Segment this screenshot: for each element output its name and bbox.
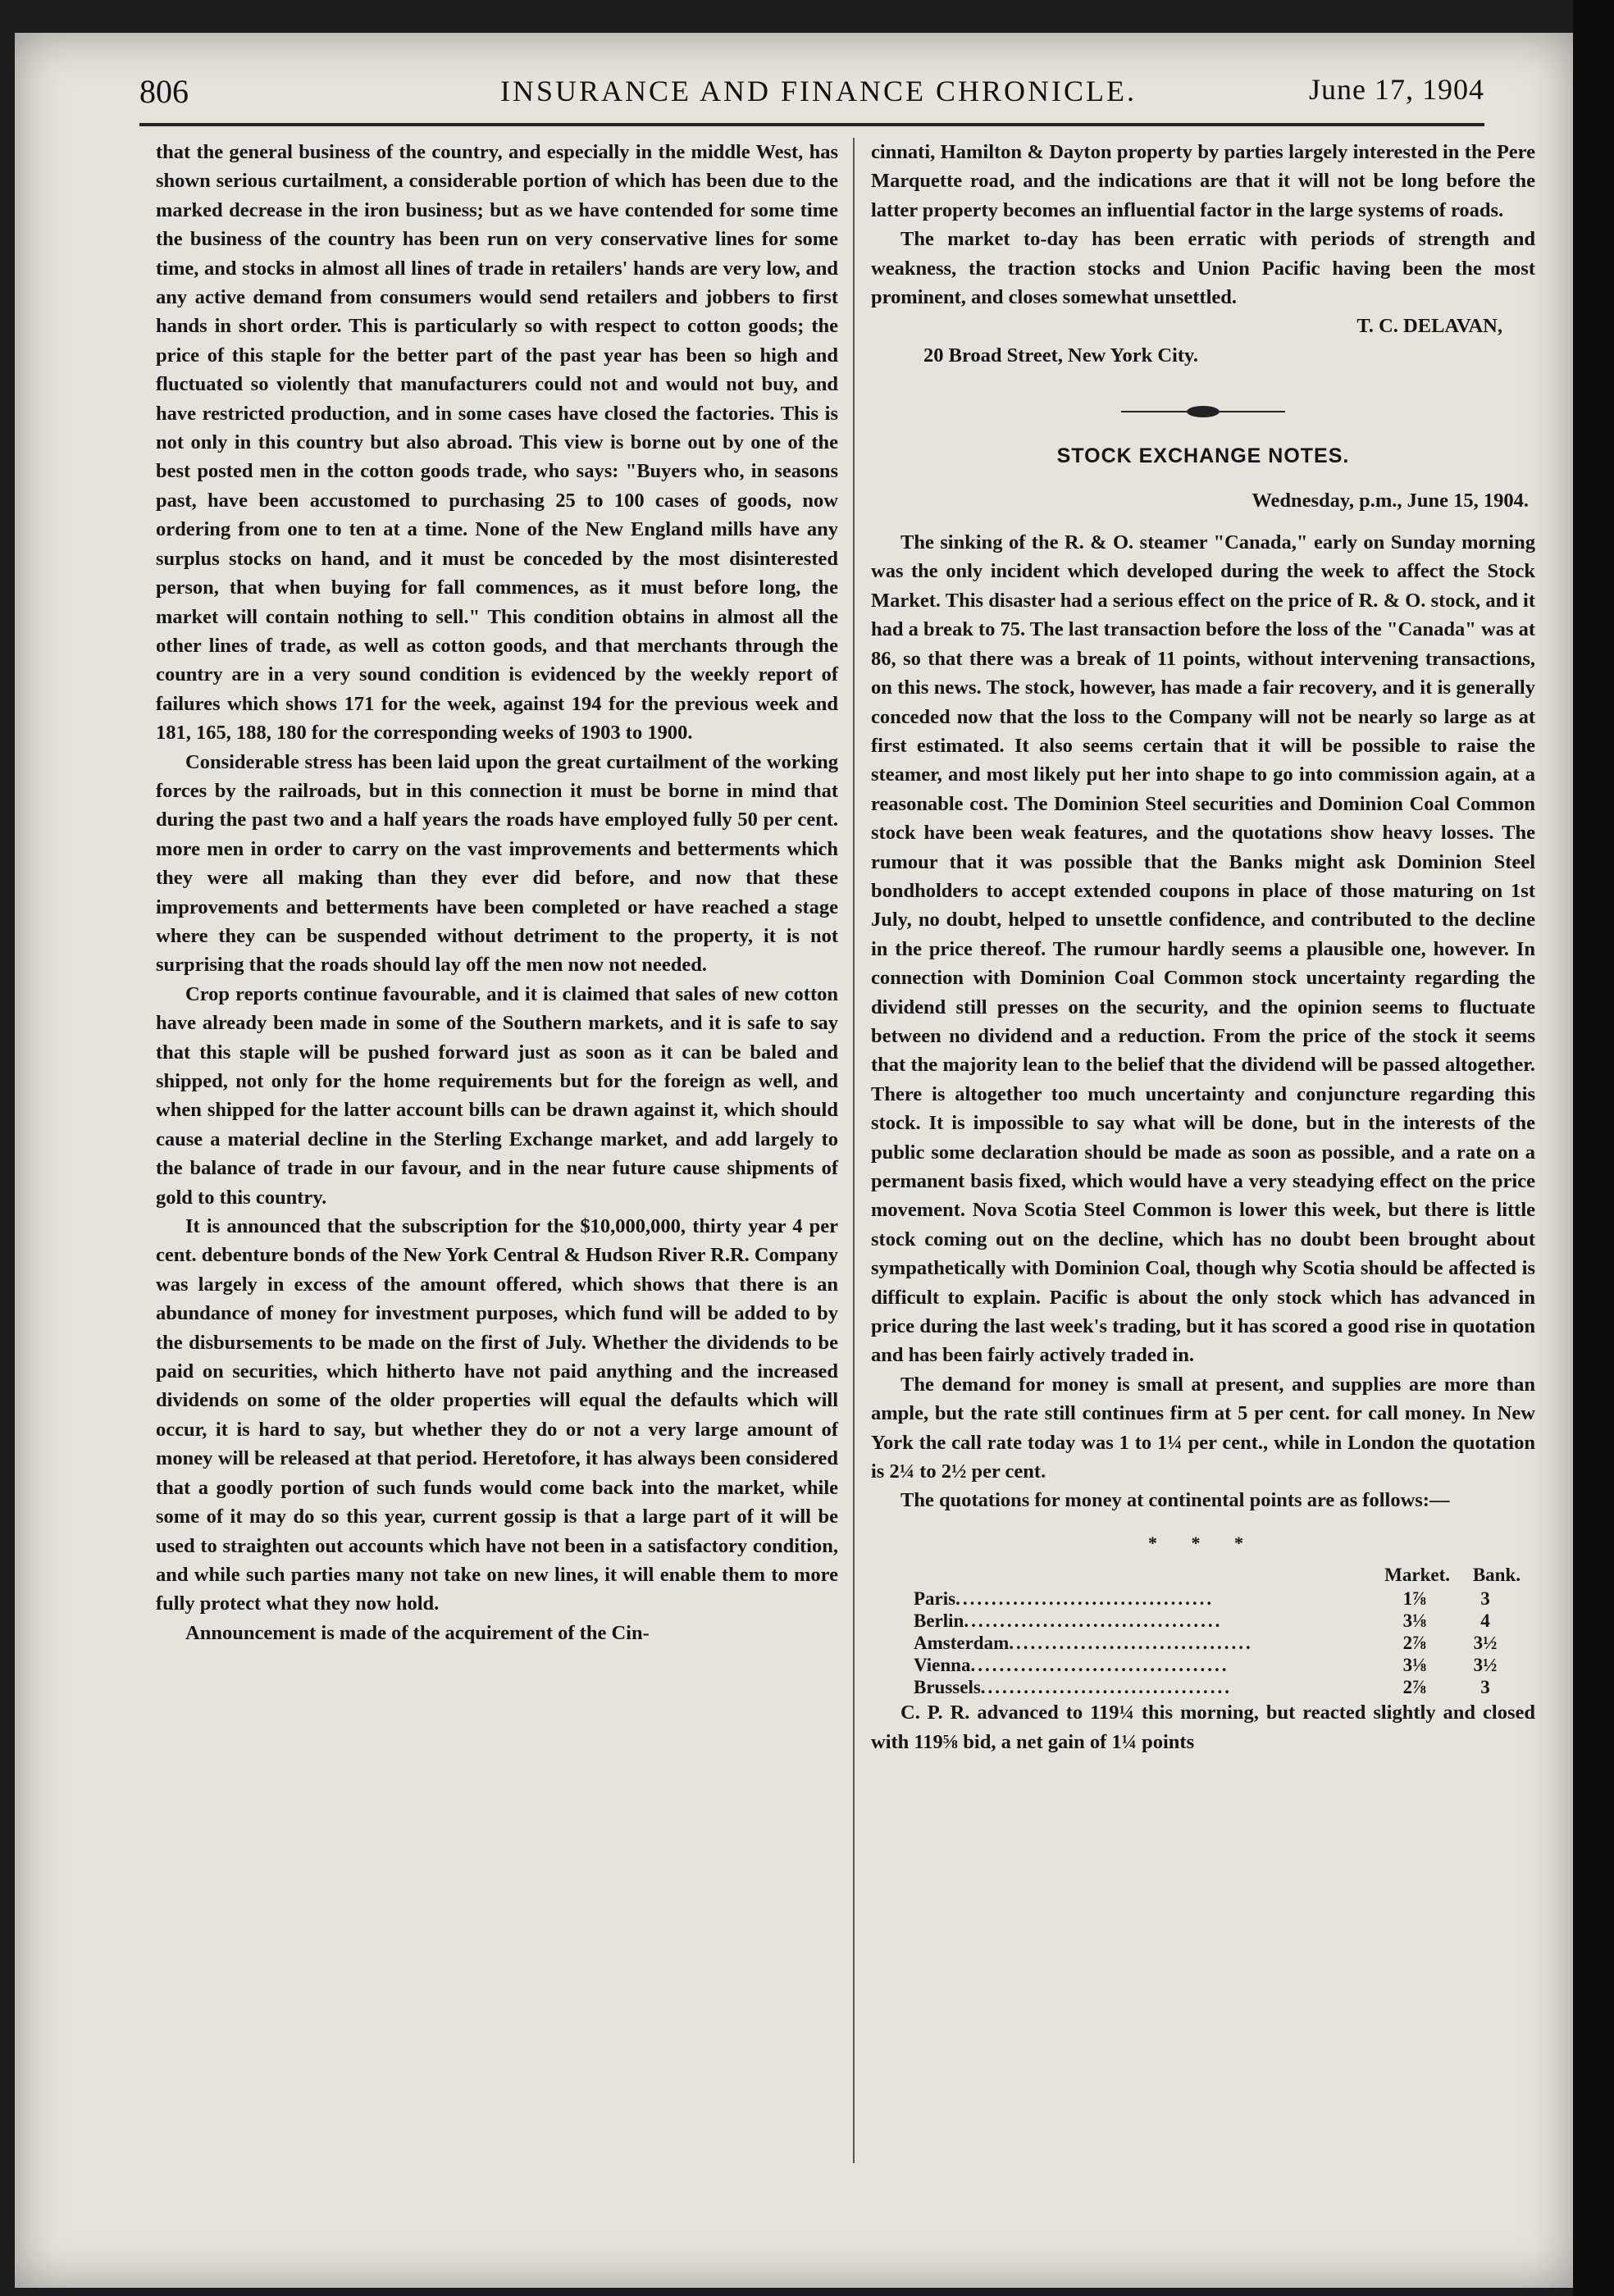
table-cell-city [914,1654,1379,1676]
table-cell-bank: 3 [1480,1588,1490,1610]
page-number: 806 [139,73,189,110]
money-quotes-table [914,1564,1521,1698]
table-header-market: Market. [1384,1565,1450,1586]
table-row [914,1676,1521,1698]
table-cell-market: 2⅞ [1402,1633,1427,1654]
city-name: Brussels [914,1677,981,1698]
city-name: Paris [914,1588,956,1610]
leader-dots: .................................. [1009,1633,1253,1654]
table-header-bank: Bank. [1472,1565,1521,1586]
table-cell-market: 1⅞ [1402,1588,1427,1610]
paragraph: Crop reports continue favourable, and it is claimed that sales of new cotton have already been made in some of the Southern markets, and it is safe to say that this staple will be pushed forward just as soon as it can be baled and shipped, not only for the home requirements but for the foreign as well, and when shipped for the latter account bills can be drawn against it, which should cause a material decline in the Sterling Exchange market, and add largely to the balance of trade in our favour, and in the near future cause shipments of gold to this country. [156,982,838,1209]
asterism: * * * [1148,1532,1258,1553]
city-name: Vienna [914,1655,971,1676]
paragraph: The sinking of the R. & O. steamer "Canada," early on Sunday morning was the only incident which developed during the week to affect the Stock Market. This disaster had a serious effect on the price of R. & O. stock, and it had a break to 75. The last transaction before the loss of the "Canada" was at 86, so that there was a break of 11 points, without intervening transactions, on this news. The stock, however, has made a fair recovery, and it is generally conceded now that the loss to the Company will not be nearly so large as at first estimated. It also seems certain that it will be possible to raise the steamer, and most likely put her into shape to go into commission again, at a reasonable cost. The Dominion Steel securities and Dominion Coal Common stock have been weak features, and the quotations show heavy losses. The rumour that it was possible that the Banks might ask Dominion Steel bondholders to accept extended coupons in place of those maturing on 1st July, no doubt, helped to unsettle confidence, and contributed to the decline in the price thereof. The rumour hardly seems a plausible one, however. In connection with Dominion Coal Common stock uncertainty regarding the dividend still presses on the security, and the opinion seems to fluctuate between no dividend and a reduction. From the price of the stock it seems that the majority lean to the belief that the dividend will be passed altogether. There is altogether too much uncertainty and conjuncture regarding this stock. It is impossible to say what will be done, but in the interests of the public some declaration should be made as soon as possible, and a rate on a permanent basis fixed, which would have a very steadying effect on the price movement. Nova Scotia Steel Common is lower this week, but there is little stock coming out on the decline, which has no doubt been brought about sympathetically with Dominion Coal, though why Scotia should be affected is difficult to explain. Pacific is about the only stock which has advanced in price during the last week's trading, but it has scored a good rise in quotation and has been fairly actively traded in. [871,531,1535,1367]
paragraph: cinnati, Hamilton & Dayton property by parties largely interested in the Pere Marquette road, and the indications are that it will not be long before the latter property becomes an influential factor in the large systems of roads. [871,141,1535,221]
signature: T. C. DELAVAN, [1356,315,1502,338]
paragraph: C. P. R. advanced to 119¼ this morning, but reacted slightly and closed with 119⅝ bid, a net gain of 1¼ points [871,1702,1535,1753]
left-column [156,138,838,1647]
issue-date: June 17, 1904 [1309,73,1484,106]
ornament-divider [1121,406,1285,417]
leader-dots: .................................... [970,1655,1229,1676]
dateline: Wednesday, p.m., June 15, 1904. [1252,489,1529,512]
section-title: STOCK EXCHANGE NOTES. [1056,444,1350,468]
table-cell-bank: 3 [1480,1677,1490,1698]
city-name: Berlin [914,1610,964,1632]
leader-dots: ................................... [980,1677,1233,1698]
table-cell-city [914,1632,1379,1654]
paragraph: that the general business of the country, and especially in the middle West, has shown serious curtailment, a considerable portion of which has been due to the marked decrease in the iron business; but as we have contended for some time the business of the country has been run on very conservative lines for some time, and stocks in almost all lines of trade in retailers' hands are very low, and any active demand from consumers would send retailers and jobbers to first hands in short order. This is particularly so with respect to cotton goods; the price of this staple for the better part of the past year has been so high and fluctuated so violently that manufacturers could not and would not buy, and have restricted production, and in some cases have closed the factories. This is not only in this country but also abroad. This view is borne out by one of the best posted men in the cotton goods trade, who says: "Buyers who, in seasons past, have been accustomed to purchasing 25 to 100 cases of goods, now ordering from one to ten at a time. None of the New England mills have any surplus stocks on hand, and it must be conceded by the most disinterested person, that when buying for fall commences, as it must before long, the market will contain nothing to sell." This condition obtains in almost all the other lines of trade, as well as cotton goods, and that merchants through the country are in a very sound condition is evidenced by the weekly report of failures which shows 171 for the week, against 194 for the previous week and 181, 165, 188, 180 for the corresponding weeks of 1903 to 1900. [156,141,838,745]
table-row [914,1654,1521,1676]
table-cell-bank: 4 [1480,1610,1490,1632]
paragraph: It is announced that the subscription for the $10,000,000, thirty year 4 per cent. debenture bonds of the New York Central & Hudson River R.R. Company was largely in excess of the amount offered, which shows that there is an abundance of money for investment purposes, which fund will be added to by the disbursements to be made on the first of July. Whether the dividends to be paid on securities, which hitherto have not paid anything and the increased dividends on some of the older properties will equal the defaults which will occur, it is hard to say, but whether they do or not a very large amount of money will be released at that period. Heretofore, it has always been considered that a goodly portion of such funds would come back into the market, while some of it may do so this year, current gossip is that a large part of it will be used to straighten out accounts which have not been in a satisfactory condition, and while such parties many not take on new lines, it will enable them to more fully protect what they now hold. [156,1215,838,1615]
table-row [914,1632,1521,1654]
table-header-row [914,1564,1521,1588]
paragraph: Considerable stress has been laid upon the great curtailment of the working forces by the railroads, but in this connection it must be borne in mind that during the past two and a half years the roads have employed fully 50 per cent. more men in order to carry on the vast improvements and betterments which they were all making than they ever did before, and now that these improvements and betterments have been completed or have reached a stage where they can be suspended without detriment to the property, it is not surprising that the roads should lay off the men now not needed. [156,750,838,977]
city-name: Amsterdam [914,1633,1010,1654]
table-cell-city [914,1588,1379,1610]
leader-dots: .................................... [964,1610,1223,1632]
scan-edge [1573,0,1614,2296]
header-rule [139,123,1484,126]
right-column [871,138,1535,1756]
table-cell-city [914,1610,1379,1632]
column-divider [853,138,855,2163]
leader-dots: .................................... [955,1588,1215,1610]
address: 20 Broad Street, New York City. [923,344,1199,367]
table-header-blank [914,1564,1379,1588]
journal-title: INSURANCE AND FINANCE CHRONICLE. [500,75,1138,107]
paragraph: The demand for money is small at present, and supplies are more than ample, but the rate still continues firm at 5 per cent. for call money. In New York the call rate today was 1 to 1¼ per cent., while in London the quotation is 2¼ to 2½ per cent. [871,1373,1535,1483]
paragraph: The quotations for money at continental points are as follows:— [900,1489,1450,1512]
table-row [914,1588,1521,1610]
table-cell-market: 3⅛ [1402,1655,1427,1676]
table-cell-market: 3⅛ [1402,1610,1427,1632]
page-header [139,72,1484,118]
table-cell-market: 2⅞ [1402,1677,1427,1698]
paragraph: The market to-day has been erratic with periods of strength and weakness, the traction stocks and Union Pacific having been the most prominent, and closes somewhat unsettled. [871,228,1535,309]
table-cell-city [914,1676,1379,1698]
table-row [914,1610,1521,1632]
table-cell-bank: 3½ [1473,1633,1498,1654]
table-cell-bank: 3½ [1473,1655,1498,1676]
paragraph: Announcement is made of the acquirement of the Cin- [185,1621,650,1644]
